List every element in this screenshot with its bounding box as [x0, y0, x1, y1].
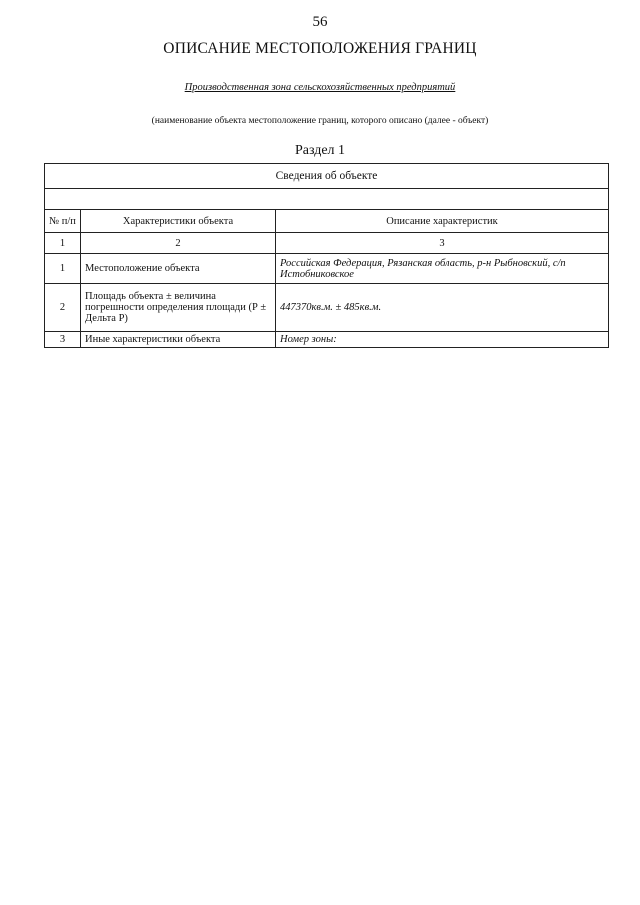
section-heading: Раздел 1	[294, 143, 346, 158]
table-row	[45, 284, 609, 332]
object-name-caption: (наименование объекта местоположение границ, которого описано (далее - объект)	[151, 116, 489, 126]
table-header-row	[45, 210, 609, 233]
row-description: Номер зоны:	[276, 332, 609, 348]
page-number: 56	[312, 14, 328, 30]
row-description: 447370кв.м. ± 485кв.м.	[276, 284, 609, 332]
row-characteristic: Площадь объекта ± величина погрешности определения площади (Р ± Дельта Р)	[81, 284, 276, 332]
column-index-row	[45, 233, 609, 254]
table-row	[45, 332, 609, 348]
row-number: 1	[45, 254, 81, 284]
document-title: ОПИСАНИЕ МЕСТОПОЛОЖЕНИЯ ГРАНИЦ	[163, 40, 477, 57]
table-spacer-cell	[45, 189, 609, 210]
table-row	[45, 254, 609, 284]
row-characteristic: Местоположение объекта	[81, 254, 276, 284]
column-index-3: 3	[276, 233, 609, 254]
row-number: 2	[45, 284, 81, 332]
object-name: Производственная зона сельскохозяйственных предприятий	[184, 82, 456, 93]
object-info-table	[44, 163, 609, 348]
header-characteristic: Характеристики объекта	[81, 210, 276, 233]
column-index-2: 2	[81, 233, 276, 254]
column-index-1: 1	[45, 233, 81, 254]
table-title: Сведения об объекте	[45, 164, 609, 189]
header-number: № п/п	[45, 210, 81, 233]
table-spacer-row	[45, 189, 609, 210]
row-description: Российская Федерация, Рязанская область, р-н Рыбновский, с/п Истобниковское	[276, 254, 609, 284]
header-description: Описание характеристик	[276, 210, 609, 233]
table-title-row	[45, 164, 609, 189]
row-characteristic: Иные характеристики объекта	[81, 332, 276, 348]
row-number: 3	[45, 332, 81, 348]
